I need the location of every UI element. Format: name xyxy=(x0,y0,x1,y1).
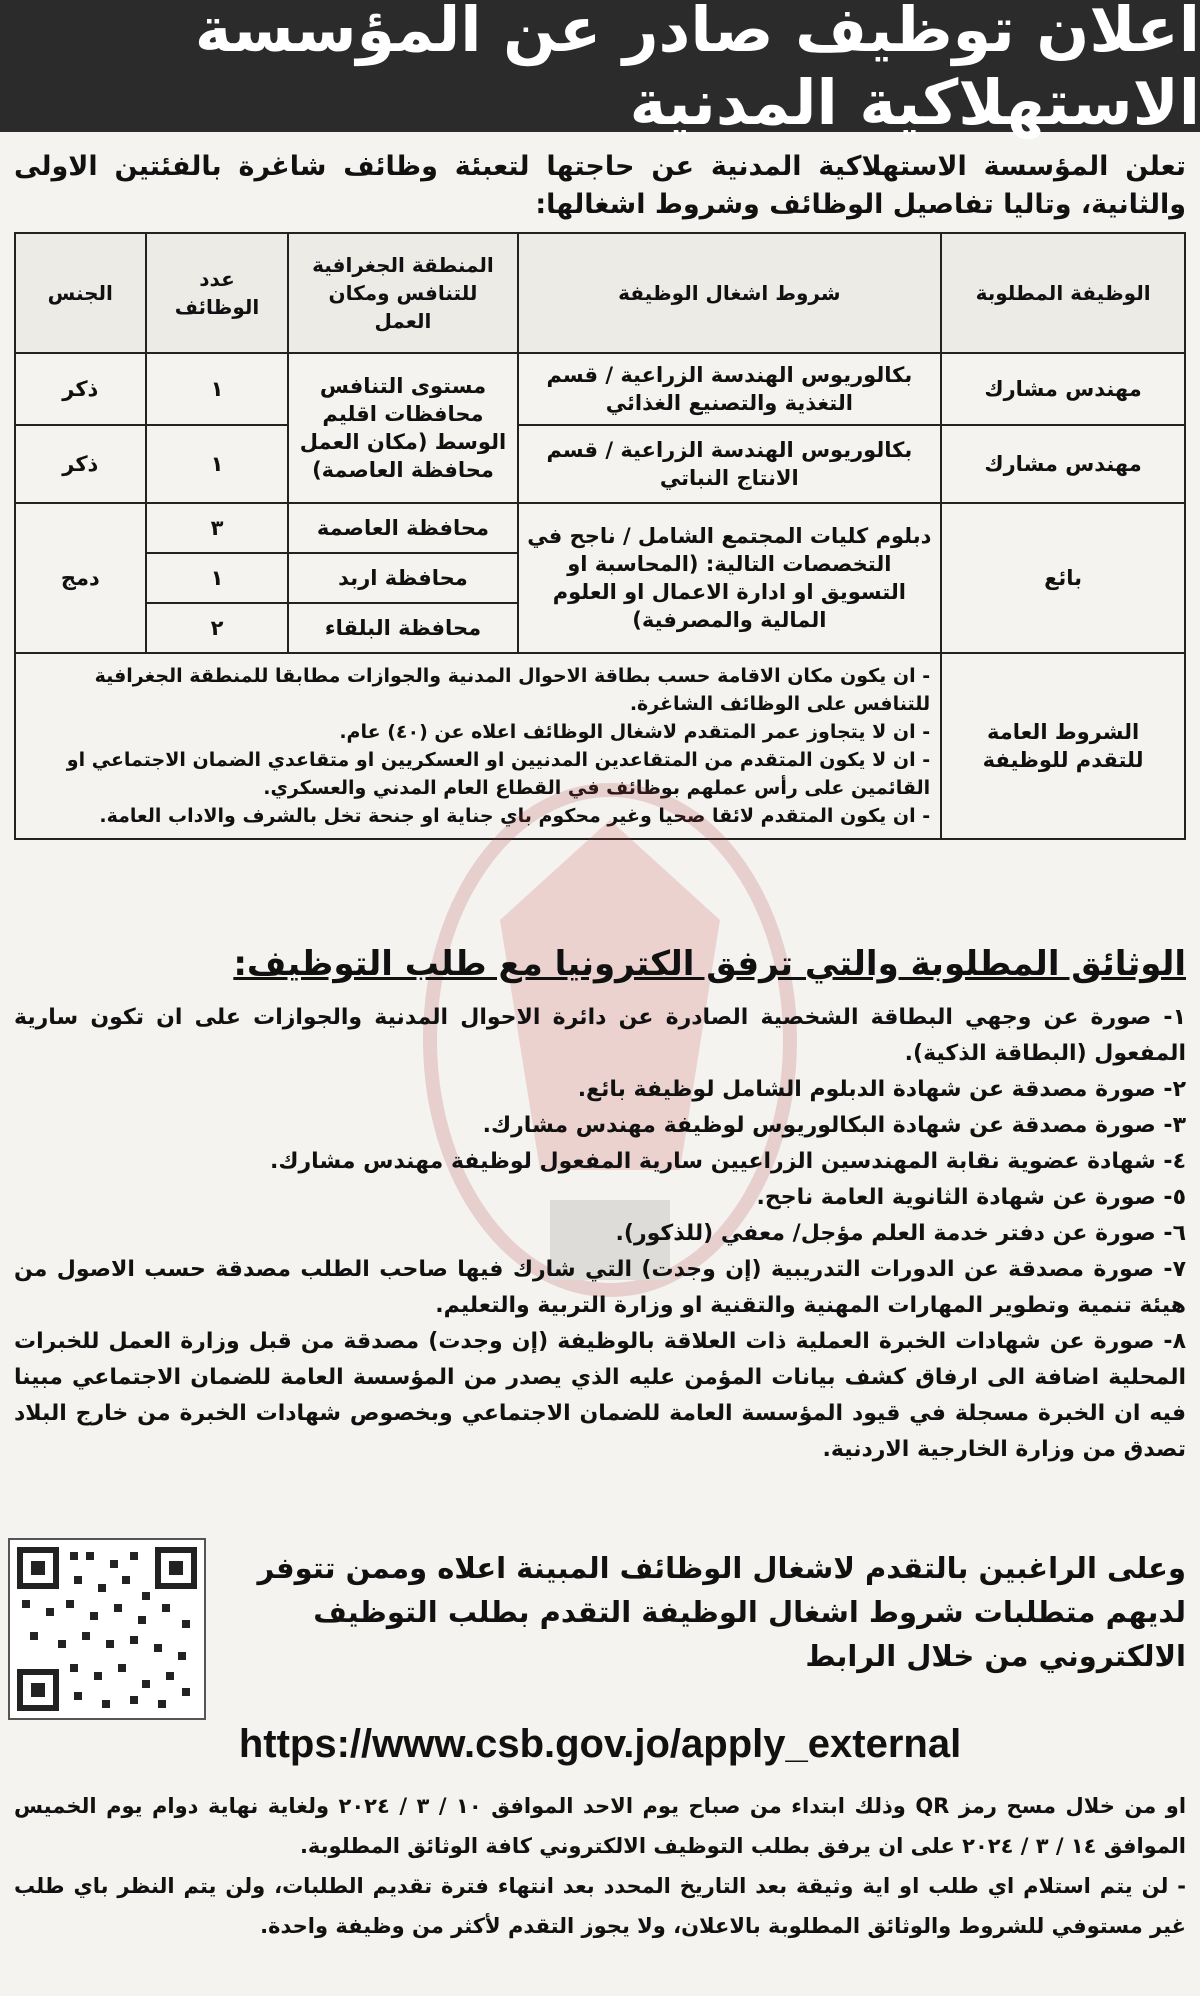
documents-title: الوثائق المطلوبة والتي ترفق الكترونيا مع طلب التوظيف: xyxy=(233,944,1186,984)
header-count: عدد الوظائف xyxy=(146,233,289,353)
job-name: بائع xyxy=(941,503,1185,653)
job-name: مهندس مشارك xyxy=(941,353,1185,425)
footer-paragraph: او من خلال مسح رمز QR وذلك ابتداء من صباح يوم الاحد الموافق ١٠ / ٣ / ٢٠٢٤ ولغاية نهاية دوام يوم الخميس الموافق ١٤ / ٣ / ٢٠٢٤ على ان يرفق بطلب التوظيف الالكتروني كافة الوثائق المطلوبة. xyxy=(14,1794,1187,1858)
general-condition: - ان لا يكون المتقدم من المتقاعدين المدنيين او العسكريين او متقاعدي الضمان الاجتماعي او القائمين على رأس عملهم بوظائف في القطاع العام المدني والعسكري. xyxy=(66,749,931,799)
general-conditions-label: الشروط العامة للتقدم للوظيفة xyxy=(941,653,1185,839)
list-item: ٢- صورة مصدقة عن شهادة الدبلوم الشامل لوظيفة بائع. xyxy=(577,1077,1186,1102)
job-count: ١ xyxy=(146,553,289,603)
header-conditions: شروط اشغال الوظيفة xyxy=(518,233,942,353)
apply-instructions: وعلى الراغبين بالتقدم لاشغال الوظائف المبينة اعلاه وممن تتوفر لديهم متطلبات شروط اشغال الوظيفة التقدم بطلب التوظيف الالكتروني من خلال الرابط xyxy=(257,1551,1186,1673)
job-region: محافظة البلقاء xyxy=(288,603,517,653)
footer-notes xyxy=(14,1786,1186,1946)
header-job: الوظيفة المطلوبة xyxy=(941,233,1185,353)
general-condition: - ان يكون مكان الاقامة حسب بطاقة الاحوال المدنية والجوازات مطابقا للمنطقة الجغرافية للتنافس على الوظائف الشاغرة. xyxy=(94,665,931,715)
header-gender: الجنس xyxy=(15,233,146,353)
table-row xyxy=(15,353,1185,425)
list-item: ٤- شهادة عضوية نقابة المهندسين الزراعيين سارية المفعول لوظيفة مهندس مشارك. xyxy=(270,1149,1186,1174)
list-item: ٨- صورة عن شهادات الخبرة العملية ذات العلاقة بالوظيفة (إن وجدت) مصدقة من قبل وزارة العمل للخبرات المحلية اضافة الى ارفاق كشف بيانات المؤمن عليه الذي يصدر من المؤسسة العامة للضمان الاجتماعي مبينا فيه ان الخبرة مسجلة في قيود المؤسسة العامة للضمان الاجتماعي وبخصوص شهادات الخبرة من خارج البلاد تصدق من وزارة الخارجية الاردنية. xyxy=(14,1329,1186,1462)
list-item: ٦- صورة عن دفتر خدمة العلم مؤجل/ معفي (للذكور). xyxy=(615,1221,1186,1246)
job-name: مهندس مشارك xyxy=(941,425,1185,503)
list-item: ٧- صورة مصدقة عن الدورات التدريبية (إن وجدت) التي شارك فيها صاحب الطلب مصدقة حسب الاصول من هيئة تنمية وتطوير المهارات المهنية والتقنية او وزارة التربية والتعليم. xyxy=(14,1257,1186,1318)
general-condition: - ان يكون المتقدم لائقا صحيا وغير محكوم باي جناية او جنحة تخل بالشرف والاداب العامة. xyxy=(99,805,931,827)
table-row xyxy=(15,425,1185,503)
job-count: ١ xyxy=(146,353,289,425)
apply-link[interactable]: https://www.csb.gov.jo/apply_external xyxy=(238,1722,962,1766)
table-header-row xyxy=(15,233,1185,353)
header-region: المنطقة الجغرافية للتنافس ومكان العمل xyxy=(288,233,517,353)
job-region: مستوى التنافس محافظات اقليم الوسط (مكان العمل محافظة العاصمة) xyxy=(288,353,517,503)
list-item: ١- صورة عن وجهي البطاقة الشخصية الصادرة عن دائرة الاحوال المدنية والجوازات على ان تكون سارية المفعول (البطاقة الذكية). xyxy=(14,1005,1186,1066)
job-conditions: بكالوريوس الهندسة الزراعية / قسم الانتاج النباتي xyxy=(518,425,942,503)
job-gender: ذكر xyxy=(15,425,146,503)
job-conditions: دبلوم كليات المجتمع الشامل / ناجح في التخصصات التالية: (المحاسبة او التسويق او ادارة الاعمال او العلوم المالية والمصرفية) xyxy=(518,503,942,653)
announcement-title: اعلان توظيف صادر عن المؤسسة الاستهلاكية المدنية xyxy=(0,0,1200,132)
list-item: ٣- صورة مصدقة عن شهادة البكالوريوس لوظيفة مهندس مشارك. xyxy=(482,1113,1186,1138)
intro-paragraph: تعلن المؤسسة الاستهلاكية المدنية عن حاجتها لتعبئة وظائف شاغرة بالفئتين الاولى والثانية، وتاليا تفاصيل الوظائف وشروط اشغالها: xyxy=(14,151,1186,220)
list-item: ٥- صورة عن شهادة الثانوية العامة ناجح. xyxy=(756,1185,1186,1210)
job-conditions: بكالوريوس الهندسة الزراعية / قسم التغذية والتصنيع الغذائي xyxy=(518,353,942,425)
documents-list xyxy=(14,1000,1186,1468)
job-gender: ذكر xyxy=(15,353,146,425)
job-count: ٢ xyxy=(146,603,289,653)
footer-paragraph: - لن يتم استلام اي طلب او اية وثيقة بعد التاريخ المحدد بعد انتهاء فترة تقديم الطلبات، ولن يتم النظر باي طلب غير مستوفي للشروط والوثائق المطلوبة بالاعلان، ولا يجوز التقدم لأكثر من وظيفة واحدة. xyxy=(14,1874,1186,1938)
job-gender: دمج xyxy=(15,503,146,653)
general-condition: - ان لا يتجاوز عمر المتقدم لاشغال الوظائف اعلاه عن (٤٠) عام. xyxy=(339,721,931,743)
qr-code[interactable] xyxy=(8,1538,206,1720)
table-row xyxy=(15,503,1185,553)
job-count: ١ xyxy=(146,425,289,503)
job-region: محافظة العاصمة xyxy=(288,503,517,553)
job-region: محافظة اربد xyxy=(288,553,517,603)
job-count: ٣ xyxy=(146,503,289,553)
